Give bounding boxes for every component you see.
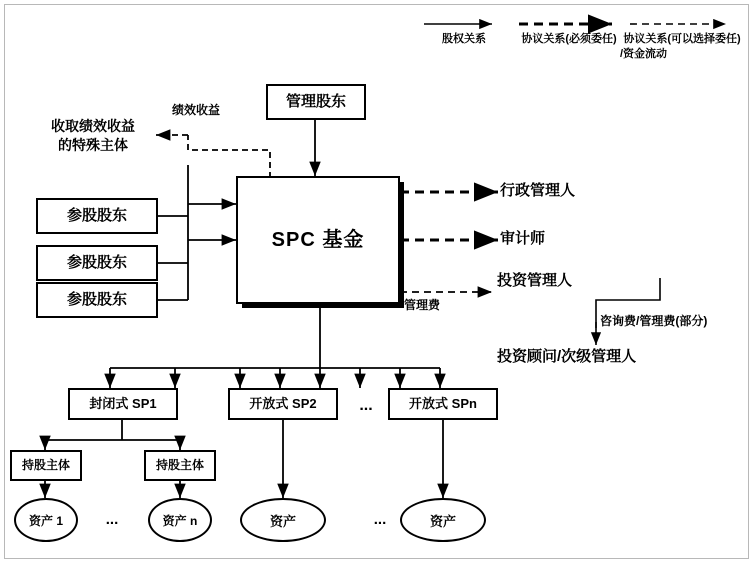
node-admin-manager: 行政管理人 [500, 182, 576, 199]
legend-label-equity: 股权关系 [442, 33, 486, 45]
edge-label-performance-income: 绩效收益 [171, 103, 220, 117]
asset-ellipsis-right: ... [373, 511, 387, 528]
node-asset-n[interactable]: 资产 n [148, 498, 212, 542]
node-asset-spn[interactable]: 资产 [400, 498, 486, 542]
asset-ellipsis-left: ... [105, 511, 119, 528]
node-performance-entity-line1: 收取绩效收益 [51, 118, 135, 134]
node-investment-advisor: 投资顾问/次级管理人 [497, 348, 637, 365]
node-investment-manager: 投资管理人 [497, 272, 573, 289]
legend-label-optional-agreement-line1: 协议关系(可以选择委任) [623, 33, 741, 45]
node-spc-fund[interactable]: SPC 基金 [236, 176, 400, 304]
node-shareholder-1[interactable]: 参股股东 [36, 198, 158, 234]
node-shareholder-3[interactable]: 参股股东 [36, 282, 158, 318]
legend-label-optional-agreement-line2: /资金流动 [620, 48, 668, 60]
edge-label-management-fee: 管理费 [404, 298, 441, 312]
node-asset-sp2[interactable]: 资产 [240, 498, 326, 542]
node-holder-2[interactable]: 持股主体 [144, 450, 216, 481]
node-asset-1[interactable]: 资产 1 [14, 498, 78, 542]
edge-label-advisory-fee: 咨询费/管理费(部分) [600, 314, 708, 328]
node-shareholder-2[interactable]: 参股股东 [36, 245, 158, 281]
node-manager-shareholder[interactable]: 管理股东 [266, 84, 366, 120]
node-sp1[interactable]: 封闭式 SP1 [68, 388, 178, 420]
sp-ellipsis: ... [359, 397, 373, 414]
node-holder-1[interactable]: 持股主体 [10, 450, 82, 481]
node-sp2[interactable]: 开放式 SP2 [228, 388, 338, 420]
legend-label-mandatory-agreement: 协议关系(必须委任) [521, 33, 617, 45]
node-performance-entity-line2: 的特殊主体 [58, 137, 128, 153]
node-auditor: 审计师 [500, 230, 546, 247]
node-spn[interactable]: 开放式 SPn [388, 388, 498, 420]
